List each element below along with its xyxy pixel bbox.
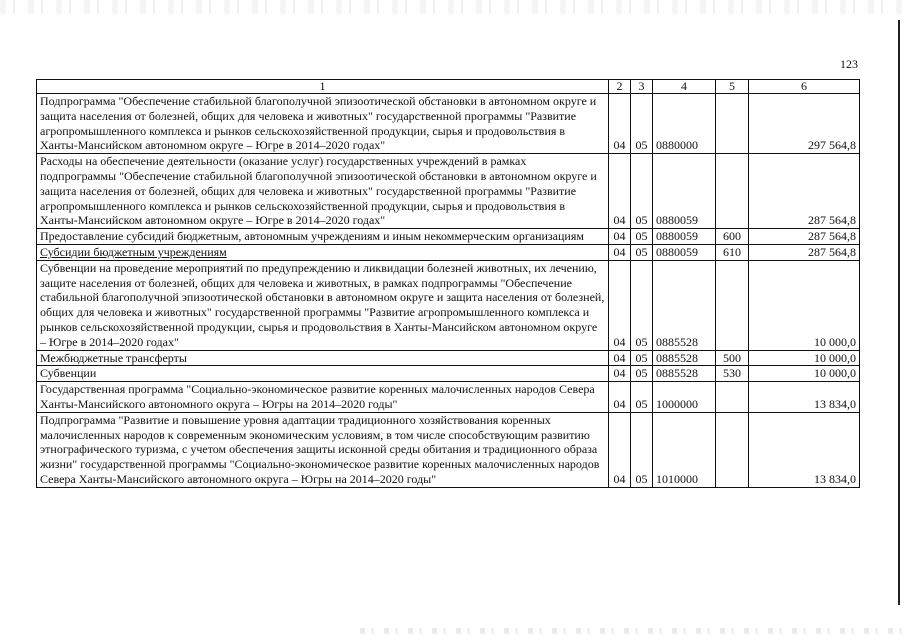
column-header-5: 5 xyxy=(716,80,749,94)
row-subsection: 05 xyxy=(631,244,653,260)
row-section: 04 xyxy=(609,244,631,260)
budget-table xyxy=(36,79,860,488)
row-name: Субвенции на проведение мероприятий по предупреждению и ликвидации болезней животных, их лечению, защите населения от болезней, общих для человека и животных, в рамках подпрограммы "Обеспечение стабильной благополучной эпизоотической обстановки в автономном округе и защита населения от болезней, общих для человека и животных" государственной программы "Развитие агропромышленного комплекса и рынков сельскохозяйственной продукции, сырья и продовольствия в Ханты-Мансийском автономном округе – Югре в 2014–2020 годах" xyxy=(37,260,609,350)
page-number: 123 xyxy=(840,57,858,71)
row-subsection: 05 xyxy=(631,412,653,487)
row-section: 04 xyxy=(609,229,631,245)
row-name: Предоставление субсидий бюджетным, автономным учреждениям и иным некоммерческим организациям xyxy=(37,229,609,245)
table-row xyxy=(37,154,860,229)
column-header-3: 3 xyxy=(631,80,653,94)
row-amount: 10 000,0 xyxy=(749,260,860,350)
row-expense-type xyxy=(716,260,749,350)
row-amount: 13 834,0 xyxy=(749,412,860,487)
table-row xyxy=(37,412,860,487)
row-target-code: 0880059 xyxy=(653,229,716,245)
row-name: Субвенции xyxy=(37,366,609,382)
row-section: 04 xyxy=(609,260,631,350)
row-name: Подпрограмма "Обеспечение стабильной благополучной эпизоотической обстановки в автономном округе и защита населения от болезней, общих для человека и животных" государственной программы "Развитие агропромышленного комплекса и рынков сельскохозяйственной продукции, сырья и продовольствия в Ханты-Мансийском автономном округе – Югре в 2014–2020 годах" xyxy=(37,94,609,154)
table-row xyxy=(37,94,860,154)
page-edge-line xyxy=(898,20,900,605)
row-section: 04 xyxy=(609,94,631,154)
row-amount: 287 564,8 xyxy=(749,229,860,245)
row-target-code: 1010000 xyxy=(653,412,716,487)
row-section: 04 xyxy=(609,350,631,366)
row-amount: 10 000,0 xyxy=(749,350,860,366)
table-header-row xyxy=(37,80,860,94)
row-section: 04 xyxy=(609,154,631,229)
row-amount: 287 564,8 xyxy=(749,244,860,260)
row-expense-type xyxy=(716,154,749,229)
row-amount: 10 000,0 xyxy=(749,366,860,382)
table-row xyxy=(37,229,860,245)
row-subsection: 05 xyxy=(631,94,653,154)
scan-noise-top xyxy=(0,0,905,14)
row-amount: 13 834,0 xyxy=(749,382,860,413)
row-subsection: 05 xyxy=(631,350,653,366)
table-row xyxy=(37,382,860,413)
row-target-code: 1000000 xyxy=(653,382,716,413)
row-name: Подпрограмма "Развитие и повышение уровня адаптации традиционного хозяйствования коренных малочисленных народов к современным экономическим условиям, в том числе способствующим развитию этнографического туризма, с учетом обеспечения защиты исконной среды обитания и традиционного образа жизни" государственной программы "Социально-экономическое развитие коренных малочисленных народов Севера Ханты-Мансийского автономного округа – Югры на 2014–2020 годы" xyxy=(37,412,609,487)
column-header-6: 6 xyxy=(749,80,860,94)
row-subsection: 05 xyxy=(631,260,653,350)
row-name: Межбюджетные трансферты xyxy=(37,350,609,366)
table-row xyxy=(37,260,860,350)
row-target-code: 0880000 xyxy=(653,94,716,154)
row-expense-type: 610 xyxy=(716,244,749,260)
row-expense-type: 600 xyxy=(716,229,749,245)
column-header-2: 2 xyxy=(609,80,631,94)
row-expense-type xyxy=(716,94,749,154)
row-target-code: 0885528 xyxy=(653,366,716,382)
table-row xyxy=(37,350,860,366)
row-target-code: 0885528 xyxy=(653,350,716,366)
row-expense-type: 530 xyxy=(716,366,749,382)
row-section: 04 xyxy=(609,366,631,382)
row-expense-type xyxy=(716,412,749,487)
row-expense-type xyxy=(716,382,749,413)
column-header-4: 4 xyxy=(653,80,716,94)
row-amount: 297 564,8 xyxy=(749,94,860,154)
row-amount: 287 564,8 xyxy=(749,154,860,229)
row-subsection: 05 xyxy=(631,366,653,382)
row-subsection: 05 xyxy=(631,382,653,413)
row-name: Субсидии бюджетным учреждениям xyxy=(37,244,609,260)
column-header-1: 1 xyxy=(37,80,609,94)
scan-noise-bottom xyxy=(360,628,905,634)
row-section: 04 xyxy=(609,412,631,487)
row-section: 04 xyxy=(609,382,631,413)
row-subsection: 05 xyxy=(631,154,653,229)
table-row xyxy=(37,244,860,260)
row-target-code: 0880059 xyxy=(653,244,716,260)
row-subsection: 05 xyxy=(631,229,653,245)
row-expense-type: 500 xyxy=(716,350,749,366)
row-name: Расходы на обеспечение деятельности (оказание услуг) государственных учреждений в рамках подпрограммы "Обеспечение стабильной благополучной эпизоотической обстановки в автономном округе и защита населения от болезней, общих для человека и животных" государственной программы "Развитие агропромышленного комплекса и рынков сельскохозяйственной продукции, сырья и продовольствия в Ханты-Мансийском автономном округе – Югре в 2014–2020 годах" xyxy=(37,154,609,229)
table-row xyxy=(37,366,860,382)
row-target-code: 0885528 xyxy=(653,260,716,350)
row-name: Государственная программа "Социально-экономическое развитие коренных малочисленных народов Севера Ханты-Мансийского автономного округа – Югры на 2014–2020 годы" xyxy=(37,382,609,413)
row-target-code: 0880059 xyxy=(653,154,716,229)
